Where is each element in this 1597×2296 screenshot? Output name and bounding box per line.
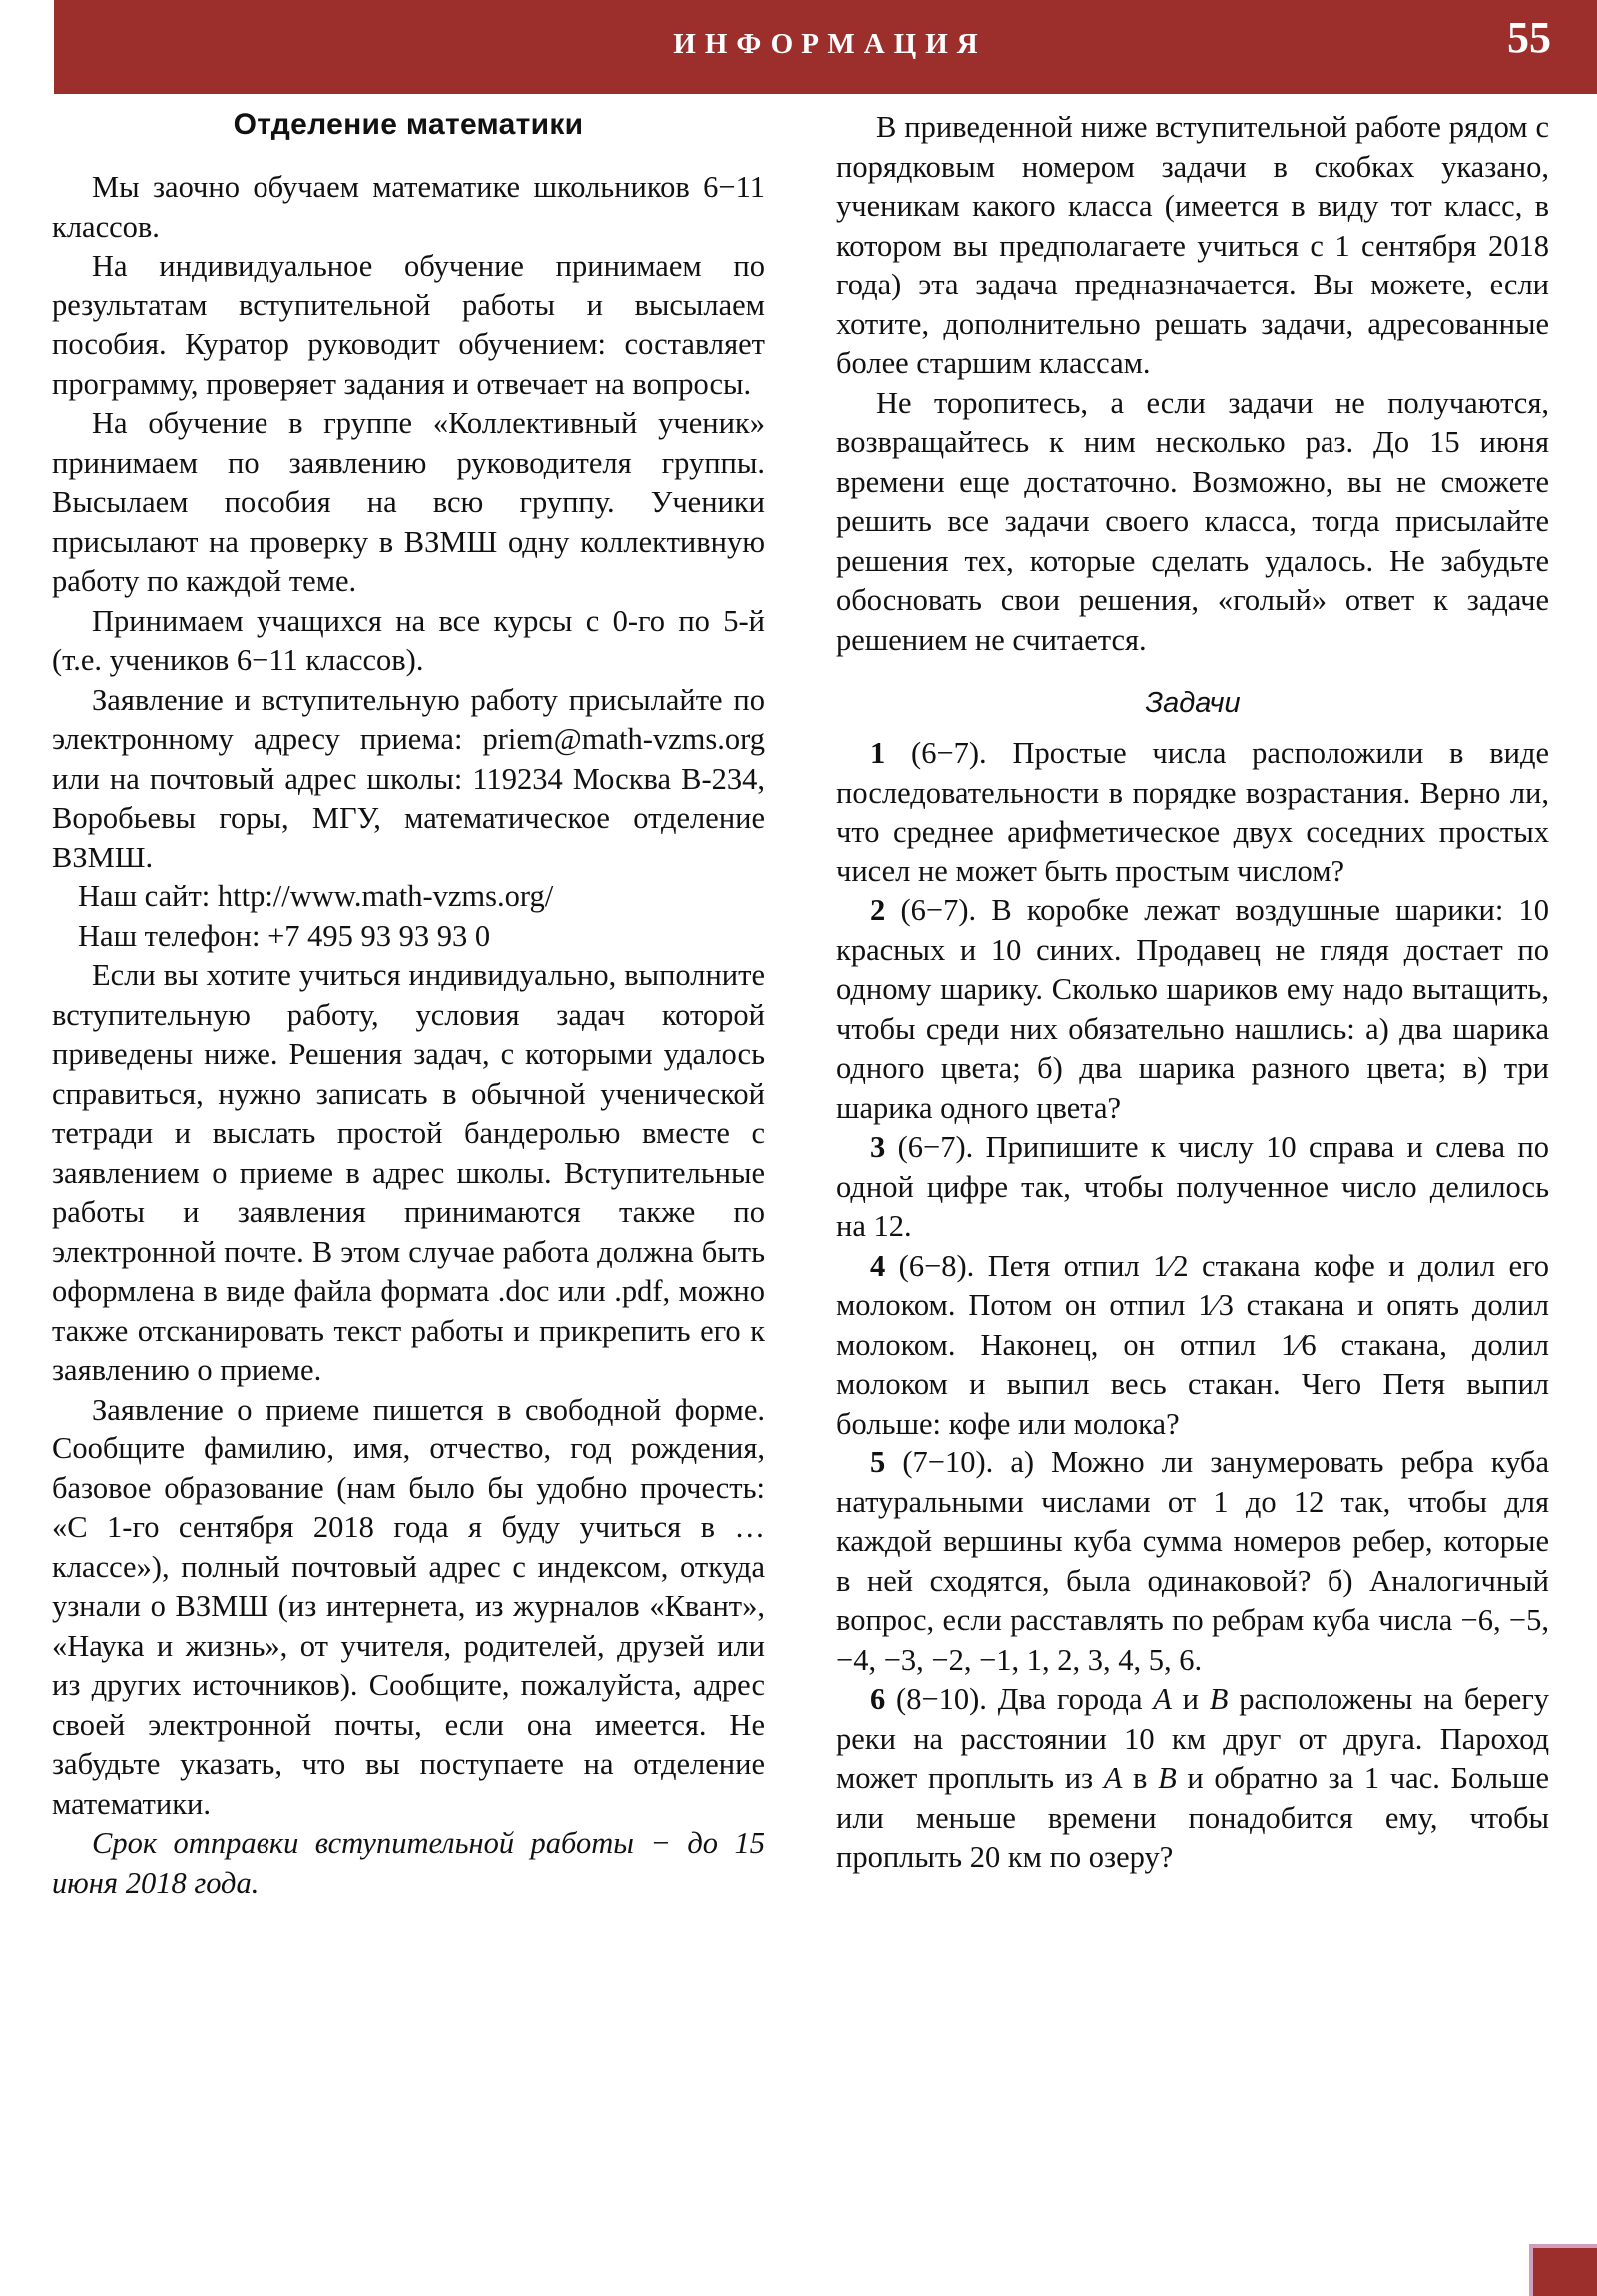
problem-number: 3 [870,1130,886,1164]
page-number: 55 [1507,13,1551,62]
problem-item [836,1128,1549,1247]
right-column [836,108,1549,1878]
problem-grades: (8−10). [896,1682,987,1716]
problem-text: Простые числа расположили в виде последовательности в порядке возрастания. Верно ли, что среднее арифметическое двух соседних простых чисел не может быть простым числом? [836,736,1550,888]
page-header-title: ИНФОРМАЦИЯ [673,28,987,60]
paragraph-contact-address: Заявление и вступительную работу присылайте по электронному адресу приема: priem@math-vzms.org или на почтовый адрес школы: 119234 Москва В-234, Воробьевы горы, МГУ, математическое отделение ВЗМШ. [52,682,765,874]
problem-number: 5 [870,1445,886,1479]
problem-grades: (7−10). [902,1445,994,1479]
paragraph: Принимаем учащихся на все курсы с 0-го по 5-й (т.е. учеников 6−11 классов). [52,603,765,677]
problem-text: Два города A и B расположены на берегу реки на расстоянии 10 км друг от друга. Пароход может проплыть из A в B и обратно за 1 час. Больше или меньше времени понадобится ему, чтобы проплыть 20 км по озеру? [836,1682,1550,1874]
paragraph-deadline-note: Срок отправки вступительной работы − до 15 июня 2018 года. [52,1826,765,1900]
problem-text: а) Можно ли занумеровать ребра куба натуральными числами от 1 до 12 так, чтобы для каждой вершины куба сумма номеров ребер, которые в ней сходятся, была одинаковой? б) Аналогичный вопрос, если расставлять по ребрам куба числа −6, −5, −4, −3, −2, −1, 1, 2, 3, 4, 5, 6. [836,1445,1549,1677]
left-column [52,108,765,1903]
paragraph: В приведенной ниже вступительной работе рядом с порядковым номером задачи в скобках указано, ученикам какого класса (имеется в виду тот класс, в котором вы предполагаете учиться с 1 сентября 2018 года) эта задача предназначается. Вы можете, если хотите, дополнительно решать задачи, адресованные более старшим классам. [836,110,1549,380]
paragraph: На индивидуальное обучение принимаем по результатам вступительной работы и высылаем пособия. Куратор руководит обучением: составляет программу, проверяет задания и отвечает на вопросы. [52,249,765,401]
problem-text: Петя отпил 1⁄2 стакана кофе и долил его молоком. Потом он отпил 1⁄3 стакана и опять долил молоком. Наконец, он отпил 1⁄6 стакана, долил молоком и выпил весь стакан. Чего Петя выпил больше: кофе или молока? [836,1248,1550,1440]
problem-number: 6 [870,1682,886,1716]
paragraph-phone: Наш телефон: +7 495 93 93 93 0 [78,918,491,953]
problem-number: 2 [870,893,886,927]
paragraph-website: Наш сайт: http://www.math-vzms.org/ [78,879,554,913]
problem-text: Припишите к числу 10 справа и слева по одной цифре так, чтобы полученное число делилось на 12. [836,1130,1550,1243]
paragraph-application-form: Заявление о приеме пишется в свободной форме. Сообщите фамилию, имя, отчество, год рождения, базовое образование (нам было бы удобно прочесть: «С 1-го сентября 2018 года я буду учиться в … классе»), полный почтовый адрес с индексом, откуда узнали о ВЗМШ (из интернета, из журналов «Квант», «Наука и жизнь», от учителя, родителей, друзей или из других источников). Сообщите, пожалуйста, адрес своей электронной почты, если она имеется. Не забудьте указать, что вы поступаете на отделение математики. [52,1392,765,1821]
corner-decoration [1529,2244,1597,2296]
problem-item [836,891,1549,1128]
page-header-band [54,0,1597,94]
problems-heading: Задачи [1145,687,1241,719]
problem-number: 4 [870,1248,886,1283]
paragraph: Мы заочно обучаем математике школьников 6−11 классов. [52,170,765,244]
problem-number: 1 [870,736,886,770]
problem-item [836,1247,1549,1444]
problem-grades: (6−7). [911,736,987,770]
paragraph: Если вы хотите учиться индивидуально, выполните вступительную работу, условия задач которой приведены ниже. Решения задач, с которыми удалось справиться, нужно записать в обычной ученической тетради и выслать простой бандеролью вместе с заявлением о приеме в адрес школы. Вступительные работы и заявления принимаются также по электронной почте. В этом случае работа должна быть оформлена в виде файла формата .doc или .pdf, можно также отсканировать текст работы и прикрепить его к заявлению о приеме. [52,958,765,1387]
problem-grades: (6−7). [897,1130,974,1164]
problem-grades: (6−8). [898,1248,975,1283]
section-heading: Отделение математики [233,108,584,141]
problem-text: В коробке лежат воздушные шарики: 10 красных и 10 синих. Продавец не глядя достает по одному шарику. Сколько шариков ему надо вытащить, чтобы среди них обязательно нашлись: а) два шарика одного цвета; б) два шарика разного цвета; в) три шарика одного цвета? [836,893,1550,1125]
paragraph: На обучение в группе «Коллективный ученик» принимаем по заявлению руководителя группы. Высылаем пособия на всю группу. Ученики присылают на проверку в ВЗМШ одну коллективную работу по каждой теме. [52,406,765,598]
page-body [0,108,1597,2294]
problem-item [836,1443,1549,1680]
problem-item [836,1680,1549,1878]
paragraph: Не торопитесь, а если задачи не получаются, возвращайтесь к ним несколько раз. До 15 июня времени еще достаточно. Возможно, вы не сможете решить все задачи своего класса, тогда присылайте решения тех, которые сделать удалось. Не забудьте обосновать свои решения, «голый» ответ к задаче решением не считается. [836,385,1549,657]
problem-item [836,734,1549,891]
problem-grades: (6−7). [900,893,977,927]
